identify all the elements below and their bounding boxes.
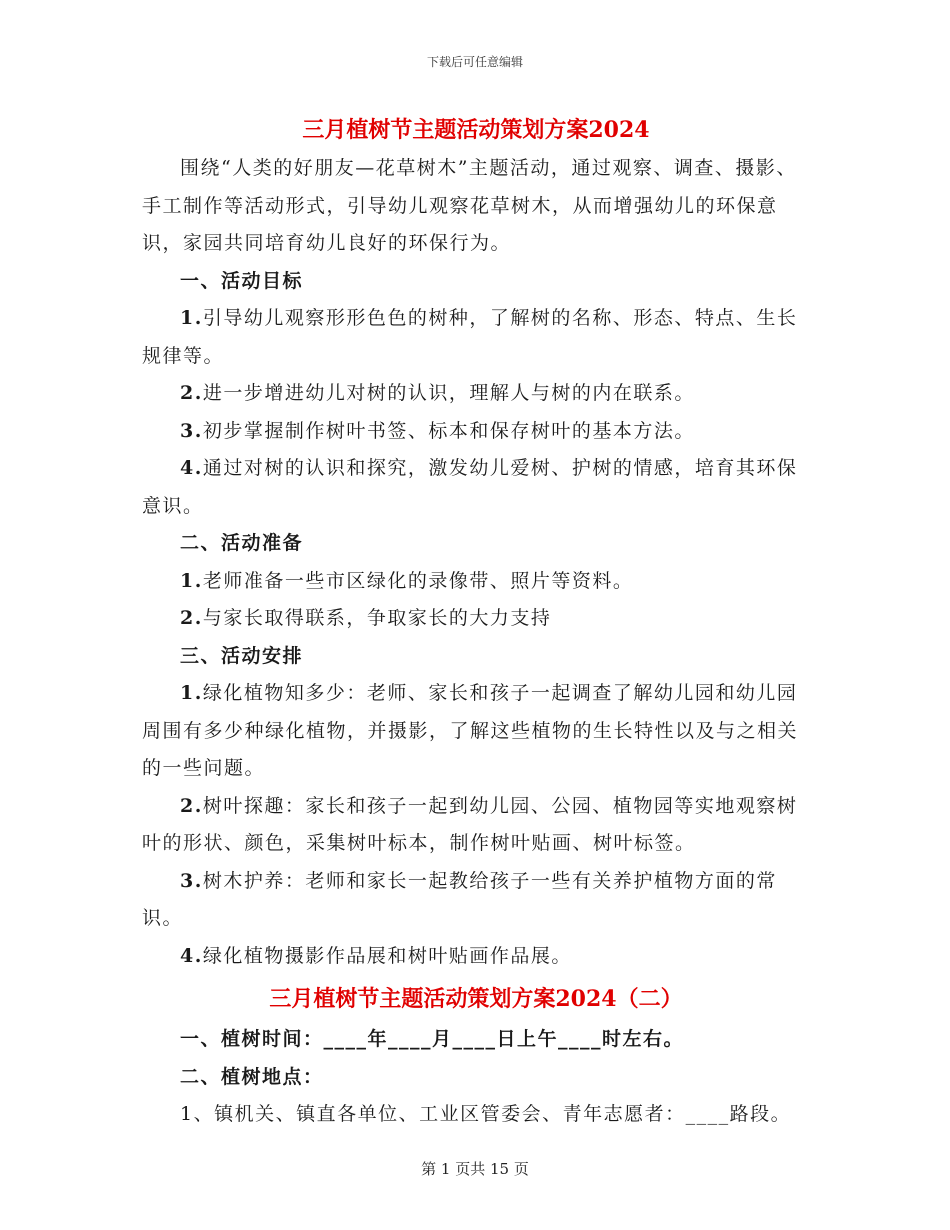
goal-item xyxy=(142,375,810,413)
item-number: 1. xyxy=(180,307,203,329)
item-number: 3. xyxy=(180,419,203,442)
preparation-item xyxy=(142,600,810,638)
page-number-footer: 第 1 页共 15 页 xyxy=(421,1160,529,1178)
planting-time-line: 一、植树时间：____年____月____日上午____时左右。 xyxy=(180,1028,685,1050)
arrangement-item xyxy=(142,863,810,938)
item-number: 2. xyxy=(180,794,203,817)
arrangement-item xyxy=(142,788,810,863)
item-number: 4. xyxy=(180,457,203,479)
item-number: 1. xyxy=(180,682,203,704)
arrangement-item xyxy=(142,675,810,788)
item-text: 绿化植物摄影作品展和树叶贴画作品展。 xyxy=(202,944,572,967)
item-text: 进一步增进幼儿对树的认识，理解人与树的内在联系。 xyxy=(202,382,695,404)
item-text: 通过对树的认识和探究，激发幼儿爱树、护树的情感，培育其环保意识。 xyxy=(142,457,798,517)
section-heading-goals: 一、活动目标 xyxy=(180,269,304,292)
item-text: 树木护养：老师和家长一起教给孩子一些有关养护植物方面的常识。 xyxy=(142,869,777,929)
item-number: 1. xyxy=(180,569,203,592)
goal-item xyxy=(142,413,810,451)
item-text: 树叶探趣：家长和孩子一起到幼儿园、公园、植物园等实地观察树叶的形状、颜色，采集树叶标本，制作树叶贴画、树叶标签。 xyxy=(142,794,798,854)
item-number: 2. xyxy=(180,382,203,404)
item-text: 引导幼儿观察形形色色的树种，了解树的名称、形态、特点、生长规律等。 xyxy=(142,307,798,367)
preparation-item xyxy=(142,563,810,601)
planting-location-heading: 二、植树地点： xyxy=(180,1065,324,1088)
arrangement-item xyxy=(142,938,810,976)
item-number: 3. xyxy=(180,869,203,892)
document-title: 三月植树节主题活动策划方案2024 xyxy=(302,117,650,143)
planting-location-item: 1、镇机关、镇直各单位、工业区管委会、青年志愿者：____路段。 xyxy=(180,1103,792,1125)
document-body xyxy=(142,112,810,1134)
item-text: 初步掌握制作树叶书签、标本和保存树叶的基本方法。 xyxy=(202,419,695,442)
goal-item xyxy=(142,450,810,525)
goal-item xyxy=(142,300,810,375)
section-heading-preparation: 二、活动准备 xyxy=(180,532,304,554)
header-note: 下载后可任意编辑 xyxy=(426,55,523,69)
intro-paragraph: 围绕“人类的好朋友—花草树木”主题活动，通过观察、调查、摄影、手工制作等活动形式，引导幼儿观察花草树木，从而增强幼儿的环保意识，家园共同培育幼儿良好的环保行为。 xyxy=(142,157,797,254)
second-document-title: 三月植树节主题活动策划方案2024（二） xyxy=(269,986,683,1012)
item-text: 绿化植物知多少：老师、家长和孩子一起调查了解幼儿园和幼儿园周围有多少种绿化植物，并摄影，了解这些植物的生长特性以及与之相关的一些问题。 xyxy=(142,682,799,779)
item-number: 2. xyxy=(180,607,203,629)
item-text: 与家长取得联系，争取家长的大力支持 xyxy=(202,607,552,629)
section-heading-arrangement: 三、活动安排 xyxy=(180,644,304,667)
item-number: 4. xyxy=(180,944,203,967)
item-text: 老师准备一些市区绿化的录像带、照片等资料。 xyxy=(202,569,634,592)
